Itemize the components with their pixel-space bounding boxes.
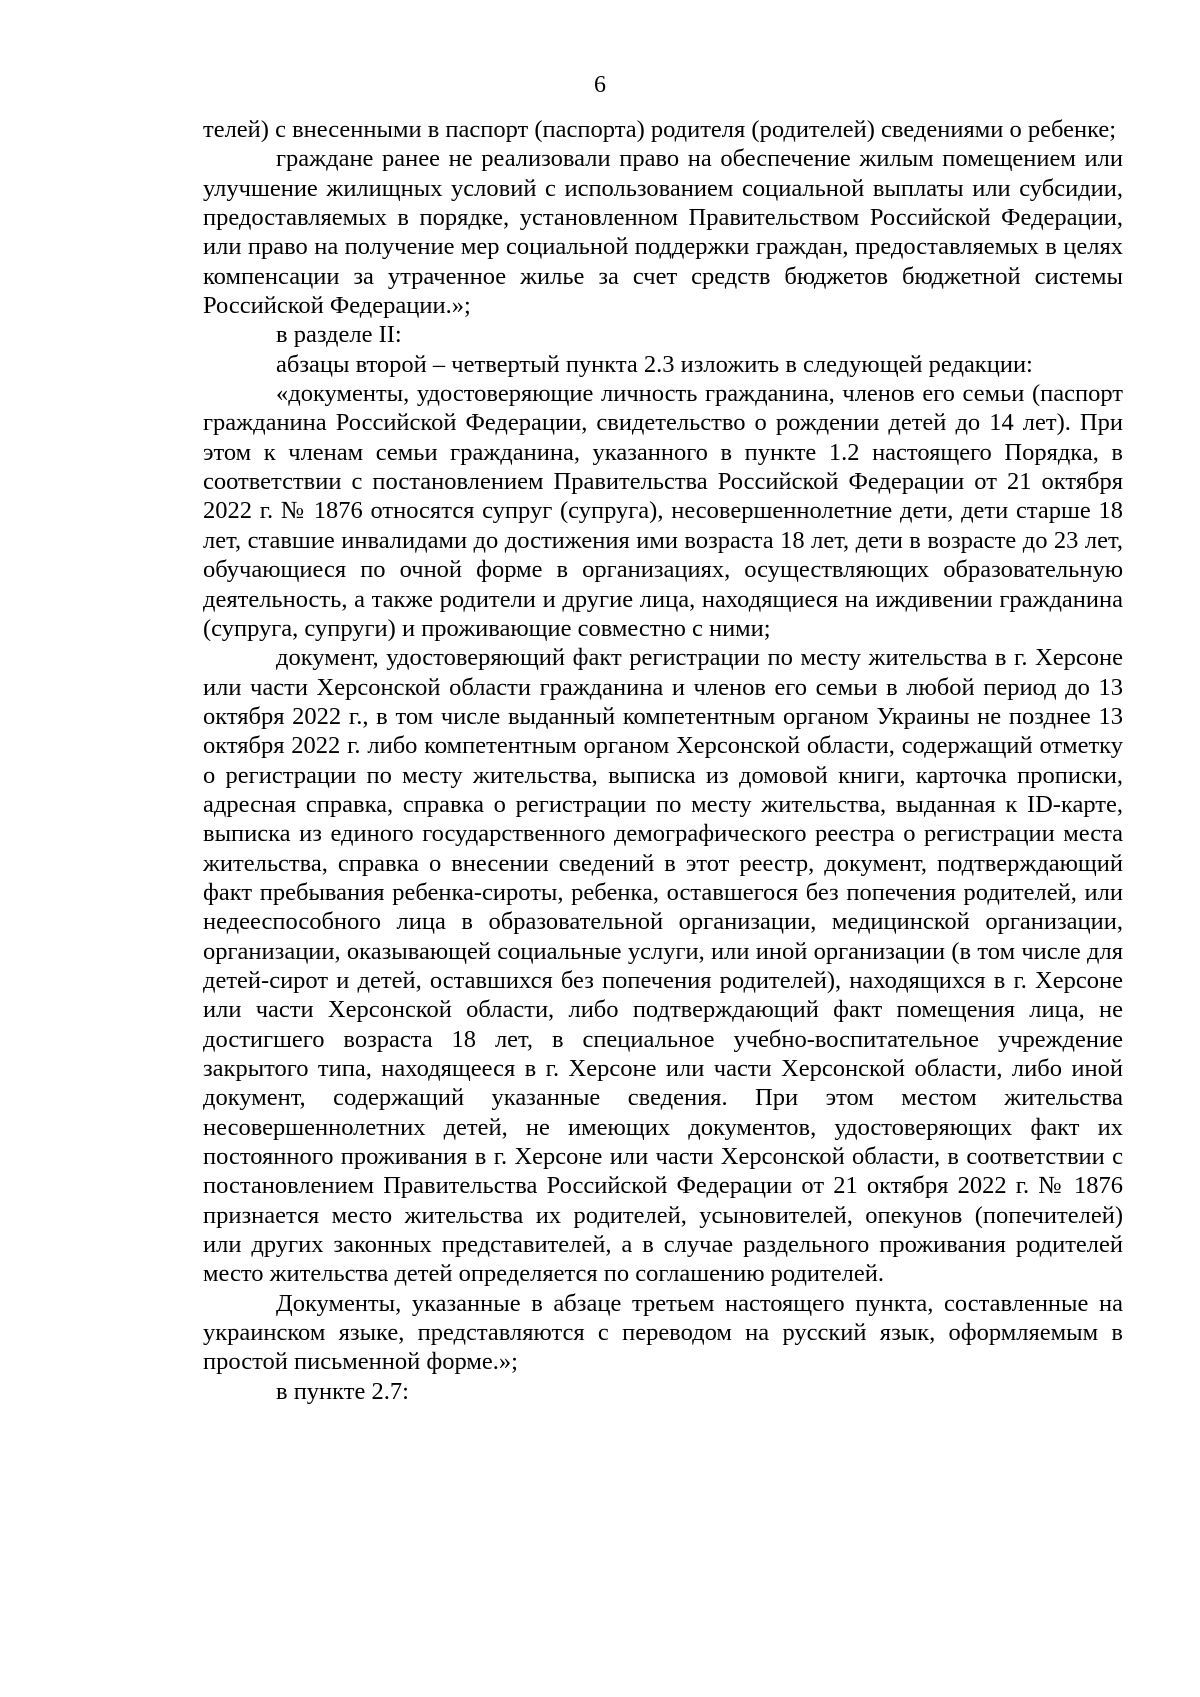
paragraph: телей) с внесенными в паспорт (паспорта) родителя (родителей) сведениями о ребенке; (203, 116, 1117, 143)
paragraph: в разделе II: (276, 321, 402, 349)
document-body (203, 115, 1123, 1406)
page-number: 6 (594, 72, 606, 98)
paragraph: в пункте 2.7: (276, 1377, 409, 1405)
paragraph: абзацы второй – четвертый пункта 2.3 изложить в следующей редакции: (276, 350, 1033, 378)
paragraph: «документы, удостоверяющие личность гражданина, членов его семьи (паспорт гражданина Российской Федерации, свидетельство о рождении детей до 14 лет). При этом к членам семьи гражданина, указанного в пункте 1.2 настоящего Порядка, в соответствии с постановлением Правительства Российской Федерации от 21 октября 2022 г. № 1876 относятся супруг (супруга), несовершеннолетние дети, дети старше 18 лет, ставшие инвалидами до достижения ими возраста 18 лет, дети в возрасте до 23 лет, обучающиеся по очной форме в организациях, осуществляющих образовательную деятельность, а также родители и другие лица, находящиеся на иждивении гражданина (супруга, супруги) и проживающие совместно с ними; (203, 380, 1123, 642)
paragraph: документ, удостоверяющий факт регистрации по месту жительства в г. Херсоне или части Херсонской области гражданина и членов его семьи в любой период до 13 октября 2022 г., в том числе выданный компетентным органом Украины не позднее 13 октября 2022 г. либо компетентным органом Херсонской области, содержащий отметку о регистрации по месту жительства, выписка из домовой книги, карточка прописки, адресная справка, справка о регистрации по месту жительства, выданная к ID-карте, выписка из единого государственного демографического реестра о регистрации места жительства, справка о внесении сведений в этот реестр, документ, подтверждающий факт пребывания ребенка-сироты, ребенка, оставшегося без попечения родителей, или недееспособного лица в образовательной организации, медицинской организации, организации, оказывающей социальные услуги, или иной организации (в том числе для детей-сирот и детей, оставшихся без попечения родителей), находящихся в г. Херсоне или части Херсонской области, либо подтверждающий факт помещения лица, не достигшего возраста 18 лет, в специальное учебно-воспитательное учреждение закрытого типа, находящееся в г. Херсоне или части Херсонской области, либо иной документ, содержащий указанные сведения. При этом местом жительства несовершеннолетних детей, не имеющих документов, удостоверяющих факт их постоянного проживания в г. Херсоне или части Херсонской области, в соответствии с постановлением Правительства Российской Федерации от 21 октября 2022 г. № 1876 признается место жительства их родителей, усыновителей, опекунов (попечителей) или других законных представителей, а в случае раздельного проживания родителей место жительства детей определяется по соглашению родителей. (203, 644, 1123, 1288)
paragraph: Документы, указанные в абзаце третьем настоящего пункта, составленные на украинском языке, представляются с переводом на русский язык, оформляемым в простой письменной форме.»; (203, 1289, 1123, 1376)
paragraph: граждане ранее не реализовали право на обеспечение жилым помещением или улучшение жилищных условий с использованием социальной выплаты или субсидии, предоставляемых в порядке, установленном Правительством Российской Федерации, или право на получение мер социальной поддержки граждан, предоставляемых в целях компенсации за утраченное жилье за счет средств бюджетов бюджетной системы Российской Федерации.»; (203, 145, 1123, 320)
